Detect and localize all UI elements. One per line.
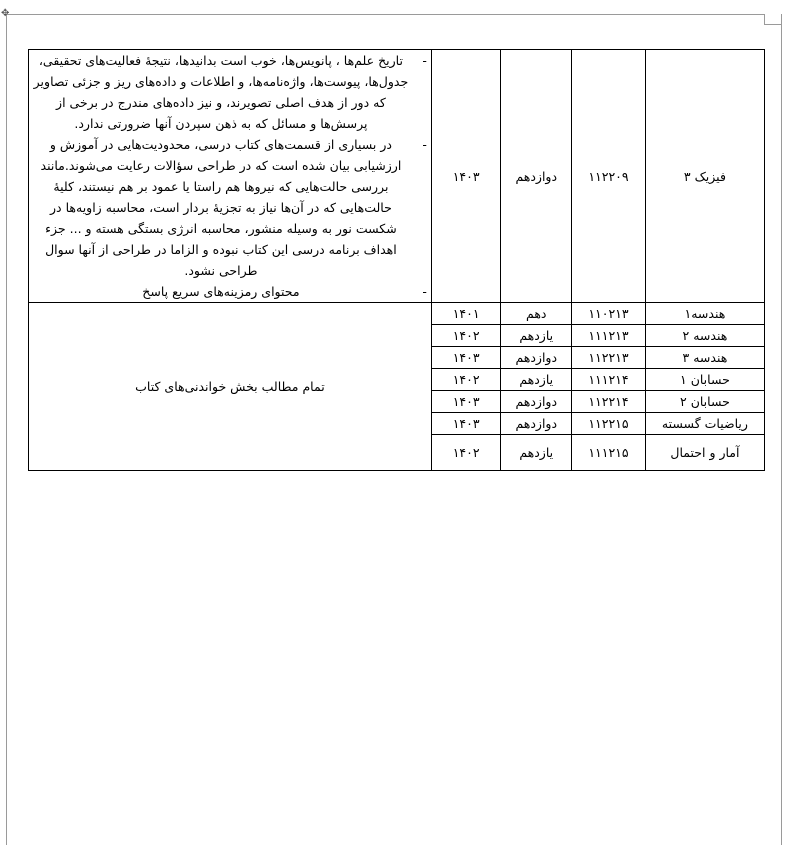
course-year: ۱۴۰۲ [431,435,501,471]
course-year: ۱۴۰۳ [431,50,501,303]
course-name: هندسه ۳ [645,347,764,369]
dash-marker: - [422,53,427,68]
page-corner-fold [764,14,781,25]
course-name: فیزیک ۳ [645,50,764,303]
course-grade: یازدهم [501,435,572,471]
course-grade: دوازدهم [501,391,572,413]
course-grade: یازدهم [501,369,572,391]
dash-marker: - [422,137,427,152]
course-name: هندسه ۲ [645,325,764,347]
course-name: حسابان ۲ [645,391,764,413]
table-row [29,50,765,303]
course-year: ۱۴۰۳ [431,413,501,435]
course-name: ریاضیات گسسته [645,413,764,435]
course-code: ۱۱۲۲۱۵ [572,413,646,435]
course-code: ۱۱۲۲۰۹ [572,50,646,303]
course-grade: یازدهم [501,325,572,347]
group-note: تمام مطالب بخش خواندنی‌های کتاب [29,303,432,471]
course-code: ۱۱۱۲۱۳ [572,325,646,347]
table-row [29,303,765,325]
course-code: ۱۱۱۲۱۵ [572,435,646,471]
course-year: ۱۴۰۲ [431,325,501,347]
excluded-content [29,50,432,303]
course-table [28,49,765,471]
course-code: ۱۱۲۲۱۳ [572,347,646,369]
course-year: ۱۴۰۲ [431,369,501,391]
course-name: آمار و احتمال [645,435,764,471]
course-name: حسابان ۱ [645,369,764,391]
course-grade: دوازدهم [501,50,572,303]
course-year: ۱۴۰۳ [431,347,501,369]
course-year: ۱۴۰۱ [431,303,501,325]
course-code: ۱۱۱۲۱۴ [572,369,646,391]
course-code: ۱۱۰۲۱۳ [572,303,646,325]
course-year: ۱۴۰۳ [431,391,501,413]
list-item-text: در بسیاری از قسمت‌های کتاب درسی، محدودیت‌هایی در آموزش و ارزشیابی بیان شده است که در طراحی سؤالات رعایت می‌شوند.مانند بررسی حالت‌هایی که نیروها هم راستا یا عمود بر هم نیستند، کلیهٔ حالت‌هایی که در آن‌ها نیاز به تجزیهٔ بردار است، محاسبه زاویه‌ها در شکست نور به وسیله منشور، محاسبه انرژی بستگی هسته و ... جزء اهداف برنامه درسی این کتاب نبوده و الزاما در طراحی از آنها سوال طراحی نشود. [40,137,402,278]
course-grade: دوازدهم [501,347,572,369]
list-item-text: محتوای رمزینه‌های سریع پاسخ [142,284,300,299]
course-name: هندسه۱ [645,303,764,325]
list-item [33,134,427,281]
list-item-text: تاریخ علم‌ها ، پانویس‌ها، خوب است بدانیدها، نتیجهٔ فعالیت‌های تحقیقی، جدول‌ها، پیوست‌ها، واژه‌نامه‌ها، و اطلاعات و داده‌های ریز و جزئی تصاویر که دور از هدف اصلی تصویرند، و نیز داده‌های مندرج در برخی از پرسش‌ها و مسائل که به ذهن سپردن آنها ضرورتی ندارد. [33,53,409,131]
dash-marker: - [422,284,427,299]
anchor-icon: ✥ [1,8,10,19]
list-item [33,281,427,302]
course-grade: دهم [501,303,572,325]
course-grade: دوازدهم [501,413,572,435]
course-code: ۱۱۲۲۱۴ [572,391,646,413]
list-item [33,50,427,134]
